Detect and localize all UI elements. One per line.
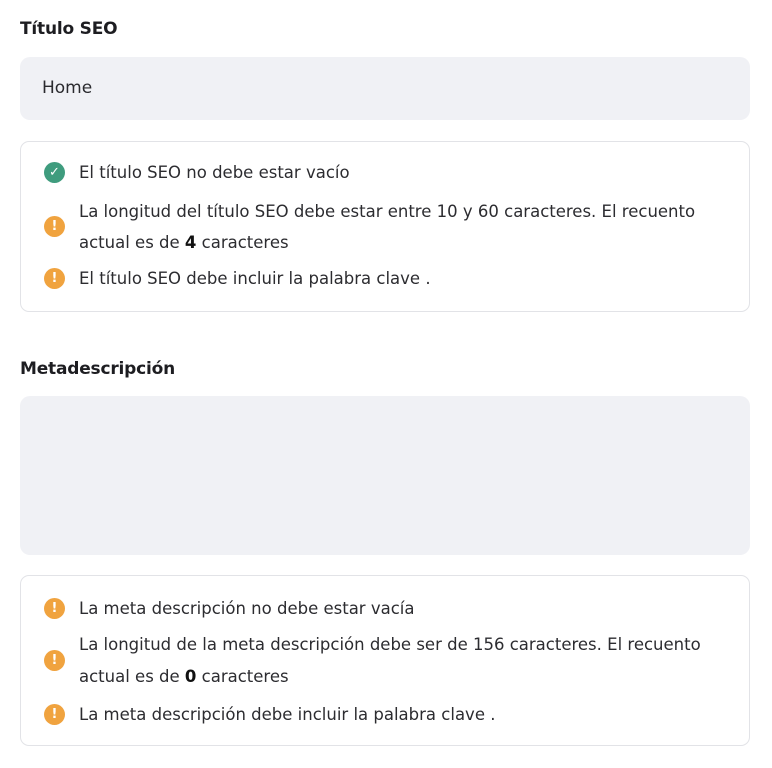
check-item xyxy=(21,196,749,258)
message-text: caracteres xyxy=(196,233,289,252)
check-message-line1: La longitud del título SEO debe estar entre 10 y 60 caracteres. El recuento xyxy=(79,202,696,221)
check-item xyxy=(21,157,749,188)
seo-title-input[interactable] xyxy=(20,57,750,120)
check-message: El título SEO no debe estar vacío xyxy=(79,163,350,182)
meta-description-input[interactable] xyxy=(20,396,750,555)
check-message-line2 xyxy=(79,227,729,258)
check-item xyxy=(21,629,749,691)
character-count: 0 xyxy=(184,667,197,686)
message-text: actual es de xyxy=(79,667,185,686)
character-count: 4 xyxy=(184,233,197,252)
warning-circle-icon: ! xyxy=(44,216,65,237)
check-item xyxy=(21,699,749,730)
check-circle-icon: ✓ xyxy=(44,162,65,183)
meta-description-checks xyxy=(20,575,750,746)
check-item xyxy=(21,263,749,294)
seo-title-checks xyxy=(20,141,750,312)
check-message: La meta descripción debe incluir la palabra clave . xyxy=(79,705,496,724)
warning-circle-icon: ! xyxy=(44,268,65,289)
check-message-line1: La longitud de la meta descripción debe ser de 156 caracteres. El recuento xyxy=(79,635,701,654)
message-text: caracteres xyxy=(196,667,289,686)
check-message-line2 xyxy=(79,661,729,692)
check-message: El título SEO debe incluir la palabra clave . xyxy=(79,269,431,288)
warning-circle-icon: ! xyxy=(44,598,65,619)
check-message: La meta descripción no debe estar vacía xyxy=(79,599,415,618)
seo-title-label: Título SEO xyxy=(20,19,118,39)
warning-circle-icon: ! xyxy=(44,650,65,671)
warning-circle-icon: ! xyxy=(44,704,65,725)
meta-description-label: Metadescripción xyxy=(20,359,176,379)
message-text: actual es de xyxy=(79,233,185,252)
check-item xyxy=(21,593,749,624)
